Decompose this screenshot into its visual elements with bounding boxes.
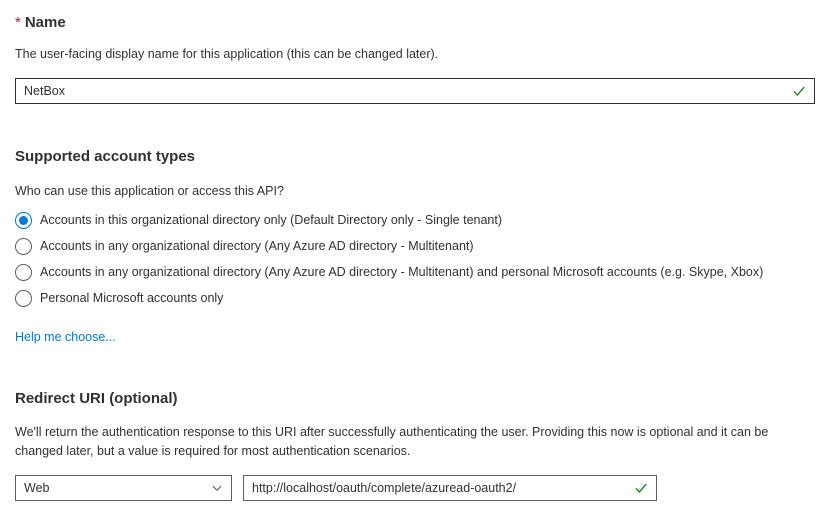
radio-button-icon	[15, 238, 32, 255]
check-icon	[634, 481, 648, 495]
name-label-text: Name	[24, 14, 66, 31]
radio-label: Accounts in any organizational directory (Any Azure AD directory - Multitenant)	[40, 239, 474, 253]
help-me-choose-link[interactable]: Help me choose...	[15, 330, 116, 344]
radio-button-icon	[15, 290, 32, 307]
account-type-option-single-tenant[interactable]	[15, 207, 815, 233]
account-type-option-personal-only[interactable]	[15, 285, 815, 311]
name-input[interactable]	[16, 79, 792, 103]
radio-button-icon	[15, 212, 32, 229]
account-types-question: Who can use this application or access this API?	[15, 184, 284, 198]
redirect-uri-title: Redirect URI (optional)	[15, 390, 178, 407]
platform-select[interactable]	[15, 475, 232, 501]
name-input-container	[15, 78, 815, 104]
chevron-down-icon	[211, 482, 223, 494]
name-field-label	[15, 13, 815, 33]
radio-label: Personal Microsoft accounts only	[40, 291, 224, 305]
redirect-uri-input-container	[243, 475, 657, 501]
redirect-uri-description: We'll return the authentication response to this URI after successfully authenticating the user. Providing this now is optional and it can be changed later, but a value is required for most authentication scenarios.	[15, 425, 769, 458]
required-marker: *	[15, 14, 21, 31]
account-types-radio-group	[15, 207, 815, 311]
redirect-uri-controls	[15, 475, 815, 501]
radio-label: Accounts in any organizational directory (Any Azure AD directory - Multitenant) and personal Microsoft accounts (e.g. Skype, Xbox)	[40, 265, 764, 279]
supported-account-types-title: Supported account types	[15, 148, 196, 165]
radio-label: Accounts in this organizational directory only (Default Directory only - Single tenant)	[40, 213, 503, 227]
redirect-uri-input[interactable]	[244, 476, 634, 500]
account-type-option-multitenant-personal[interactable]	[15, 259, 815, 285]
platform-selected-value: Web	[24, 481, 50, 495]
check-icon	[792, 84, 806, 98]
radio-button-icon	[15, 264, 32, 281]
name-field-description: The user-facing display name for this application (this can be changed later).	[15, 47, 439, 61]
account-type-option-multitenant[interactable]	[15, 233, 815, 259]
